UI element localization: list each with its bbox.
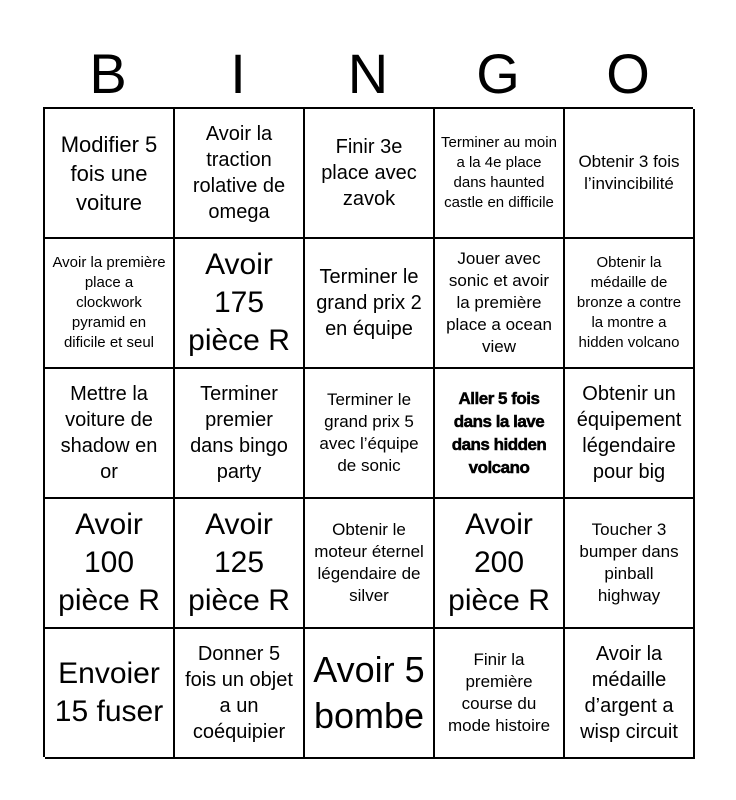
cell-text: Mettre la voiture de shadow en or — [60, 383, 158, 483]
header-letter-o: O — [606, 42, 650, 105]
bingo-cell[interactable] — [435, 369, 565, 499]
bingo-cell[interactable] — [175, 369, 305, 499]
cell-text: Terminer le grand prix 2 en équipe — [316, 266, 422, 340]
cell-text: Avoir 5 bombe — [313, 649, 425, 736]
bingo-cell[interactable] — [45, 629, 175, 759]
bingo-cell[interactable] — [435, 499, 565, 629]
bingo-header — [43, 40, 693, 108]
cell-text: Obtenir la médaille de bronze a contre la montre a hidden volcano — [576, 254, 682, 351]
cell-text: Avoir la première place a clockwork pyramid en dificile et seul — [52, 254, 166, 351]
bingo-cell[interactable] — [45, 109, 175, 239]
header-letter-g: G — [476, 42, 520, 105]
header-letter-n: N — [347, 42, 389, 105]
bingo-cell[interactable] — [175, 109, 305, 239]
cell-text: Finir 3e place avec zavok — [321, 136, 417, 210]
bingo-cell[interactable] — [175, 629, 305, 759]
bingo-cell[interactable] — [175, 239, 305, 369]
bingo-cell[interactable] — [305, 369, 435, 499]
cell-text: Terminer le grand prix 5 avec l’équipe de sonic — [319, 390, 419, 475]
bingo-cell[interactable] — [565, 239, 695, 369]
cell-text: Avoir 125 pièce R — [188, 508, 290, 617]
bingo-cell[interactable] — [305, 629, 435, 759]
header-letter-b: B — [89, 42, 127, 105]
cell-text: Toucher 3 bumper dans pinball highway — [579, 520, 679, 605]
bingo-cell[interactable] — [305, 239, 435, 369]
cell-text: Avoir 175 pièce R — [188, 248, 290, 357]
cell-text: Jouer avec sonic et avoir la première place a ocean view — [446, 249, 552, 356]
bingo-cell[interactable] — [305, 499, 435, 629]
bingo-cell[interactable] — [305, 109, 435, 239]
cell-text: Avoir 100 pièce R — [58, 508, 160, 617]
bingo-cell[interactable] — [565, 369, 695, 499]
cell-text: Donner 5 fois un objet a un coéquipier — [185, 643, 293, 743]
bingo-cell[interactable] — [45, 499, 175, 629]
header-letter-i: I — [230, 42, 246, 105]
bingo-cell[interactable] — [435, 109, 565, 239]
cell-text: Obtenir le moteur éternel légendaire de silver — [314, 520, 424, 605]
bingo-cell[interactable] — [565, 629, 695, 759]
cell-text: Aller 5 fois dans la lave dans hidden volcano — [451, 389, 547, 477]
cell-text: Finir la première course du mode histoire — [447, 650, 551, 735]
cell-text: Terminer premier dans bingo party — [190, 383, 288, 483]
bingo-board — [43, 107, 693, 757]
bingo-cell[interactable] — [45, 369, 175, 499]
cell-text: Obtenir un équipement légendaire pour big — [576, 383, 682, 483]
cell-text: Avoir la traction rolative de omega — [192, 123, 286, 223]
bingo-cell[interactable] — [45, 239, 175, 369]
cell-text: Avoir 200 pièce R — [448, 508, 550, 617]
bingo-cell[interactable] — [175, 499, 305, 629]
cell-text: Obtenir 3 fois l’invincibilité — [578, 152, 680, 193]
cell-text: Avoir la médaille d’argent a wisp circuit — [580, 643, 678, 743]
cell-text: Terminer au moin a la 4e place dans haunted castle en difficile — [441, 134, 557, 211]
bingo-cell[interactable] — [565, 109, 695, 239]
bingo-cell[interactable] — [435, 239, 565, 369]
cell-text: Modifier 5 fois une voiture — [60, 131, 158, 215]
bingo-cell[interactable] — [565, 499, 695, 629]
bingo-cell[interactable] — [435, 629, 565, 759]
cell-text: Envoier 15 fuser — [54, 657, 164, 728]
